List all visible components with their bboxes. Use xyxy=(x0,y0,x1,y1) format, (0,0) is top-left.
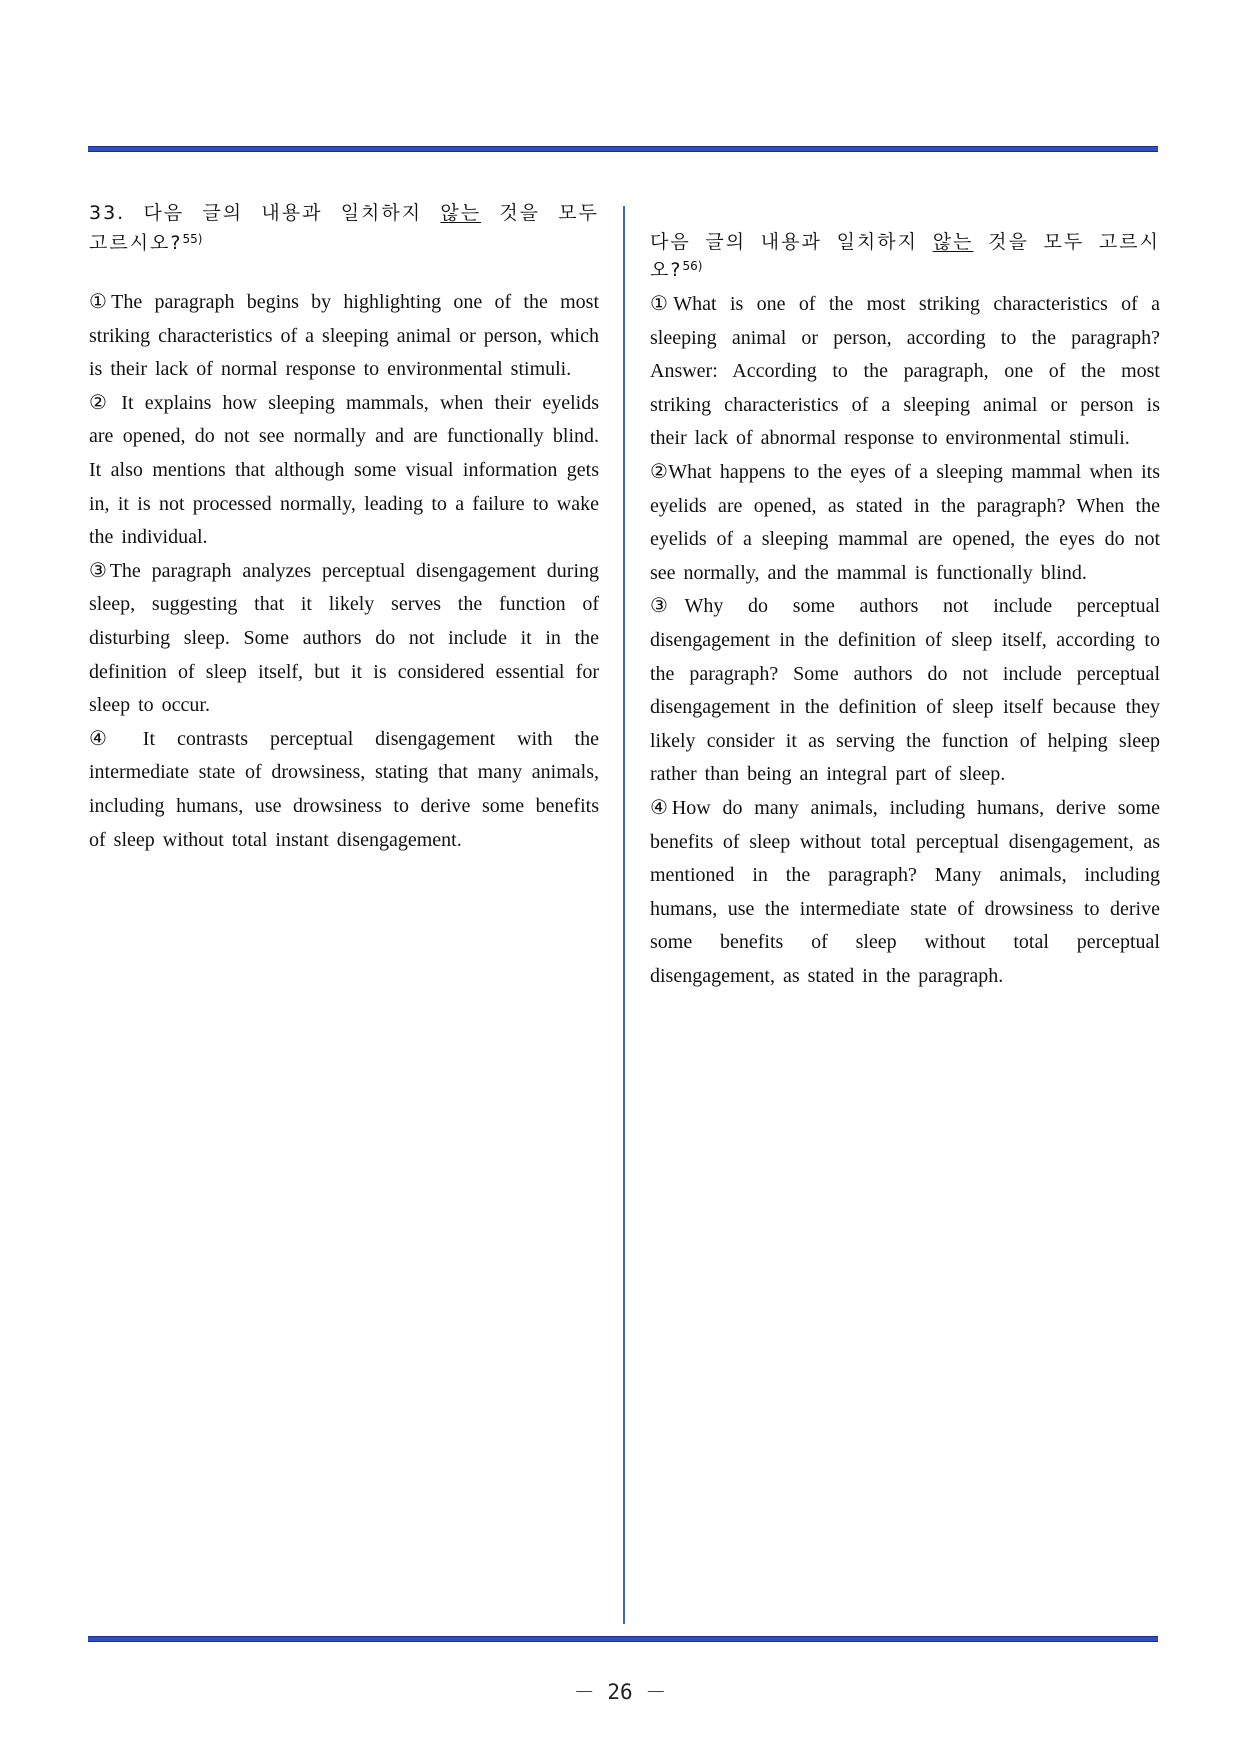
option-2: ②What happens to the eyes of a sleeping mammal when its eyelids are opened, as stated in the paragraph? When the eyelids of a sleeping mammal are opened, the eyes do not see normally, and the mammal is functionally blind. xyxy=(650,460,1160,584)
column-divider xyxy=(623,206,625,1624)
footnote-marker: 56) xyxy=(682,259,703,273)
option-3: ③Why do some authors not include perceptual disengagement in the definition of sleep itself, according to the paragraph? Some authors do not include perceptual disengagement in the definition of sleep itself because they likely consider it as serving the function of helping sleep rather than being an integral part of sleep. xyxy=(650,595,1160,786)
option-3: ③The paragraph analyzes perceptual disengagement during sleep, suggesting that it likely serves the function of disturbing sleep. Some authors do not include it in the definition of sleep itself, but it is considered essential for sleep to occur. xyxy=(89,559,599,717)
option-2: ② It explains how sleeping mammals, when their eyelids are opened, do not see normally and are functionally blind. It also mentions that although some visual information gets in, it is not processed normally, leading to a failure to wake the individual. xyxy=(89,391,599,549)
question-heading xyxy=(650,228,1160,284)
option-1: ①What is one of the most striking characteristics of a sleeping animal or person, according to the paragraph?Answer: According to the paragraph, one of the most striking characteristics of a sleeping animal or person is their lack of abnormal response to environmental stimuli. xyxy=(650,293,1160,450)
footnote-marker: 55) xyxy=(182,232,203,246)
heading-text-end: 것을 모두 고르시오? xyxy=(89,202,599,254)
footer-rule xyxy=(88,1636,1158,1642)
heading-text: 33. 다음 글의 내용과 일치하지 xyxy=(89,202,441,224)
option-1: ①The paragraph begins by highlighting one of the most striking characteristics of a sleeping animal or person, which is their lack of normal response to environmental stimuli. xyxy=(89,291,599,381)
option-4: ④ It contrasts perceptual disengagement with the intermediate state of drowsiness, stating that many animals, including humans, use drowsiness to derive some benefits of sleep without total instant disengagement. xyxy=(89,727,599,851)
header-rule xyxy=(88,146,1158,152)
option-4: ④How do many animals, including humans, derive some benefits of sleep without total perceptual disengagement, as mentioned in the paragraph? Many animals, including humans, use the intermediate state of drowsiness to derive some benefits of sleep without total perceptual disengagement, as stated in the paragraph. xyxy=(650,796,1160,987)
page-number: － 26 － xyxy=(573,1680,667,1704)
heading-text: 다음 글의 내용과 일치하지 xyxy=(650,231,933,253)
right-column xyxy=(650,228,1160,993)
left-column xyxy=(89,198,599,857)
heading-text-end: 것을 모두 고르시오? xyxy=(650,231,1160,281)
heading-underlined-word: 않는 xyxy=(932,231,974,253)
question-heading xyxy=(89,198,599,258)
heading-underlined-word: 않는 xyxy=(440,202,482,224)
